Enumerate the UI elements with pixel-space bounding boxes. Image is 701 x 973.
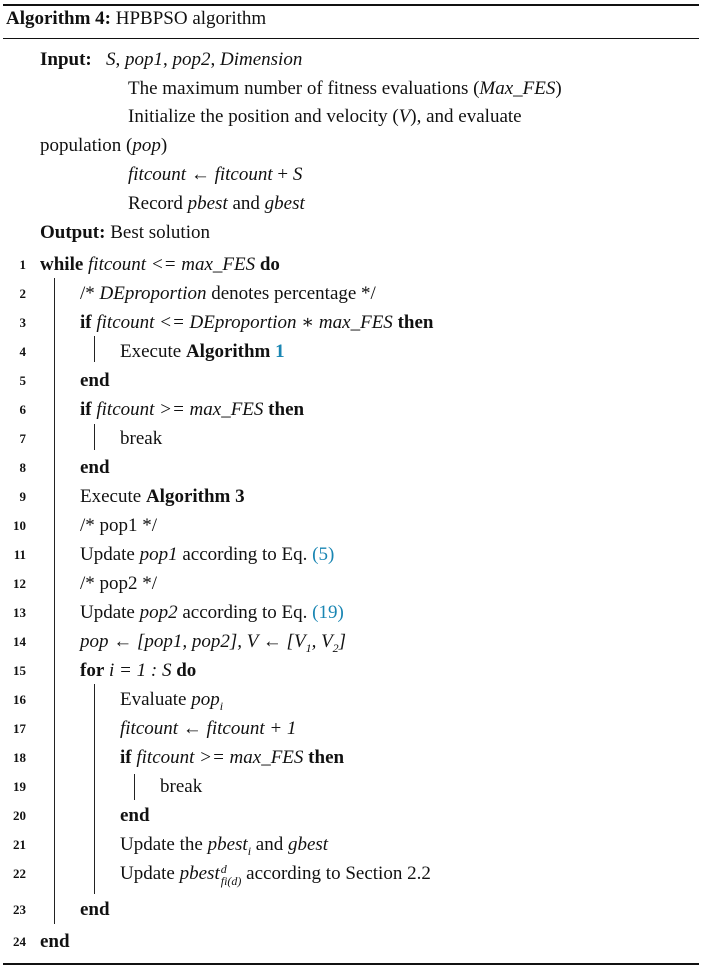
eq-5-link[interactable]: (5)	[312, 544, 335, 565]
if2-body-bar	[94, 424, 95, 450]
if3-body-bar	[134, 774, 135, 800]
bottom-rule	[3, 963, 699, 965]
top-rule	[3, 4, 699, 6]
caption-rule	[3, 38, 699, 39]
input-record-line: Record pbest and gbest	[128, 193, 305, 214]
input-fitcount-line: fitcount ← fitcount + S	[128, 164, 303, 185]
input-max-fes-line: The maximum number of fitness evaluations (Max_FES)	[128, 78, 562, 99]
for-body-bar	[94, 684, 95, 894]
input-population-line: population (pop)	[40, 135, 168, 156]
caption-label: Algorithm 4:	[6, 8, 112, 29]
input-line: Input: S, pop1, pop2, Dimension	[40, 49, 303, 70]
input-initialize-line: Initialize the position and velocity (V), and evaluate	[128, 106, 522, 127]
if1-body-bar	[94, 336, 95, 362]
while-body-bar	[54, 278, 55, 924]
input-label: Input:	[40, 49, 92, 70]
eq-19-link[interactable]: (19)	[312, 602, 344, 623]
algorithm-1-link[interactable]: 1	[275, 341, 285, 362]
output-line: Output: Best solution	[40, 222, 210, 243]
output-label: Output:	[40, 222, 106, 243]
algorithm-caption	[6, 8, 266, 30]
algorithm-3-ref: 3	[235, 486, 245, 507]
caption-title: HPBPSO algorithm	[115, 8, 267, 29]
